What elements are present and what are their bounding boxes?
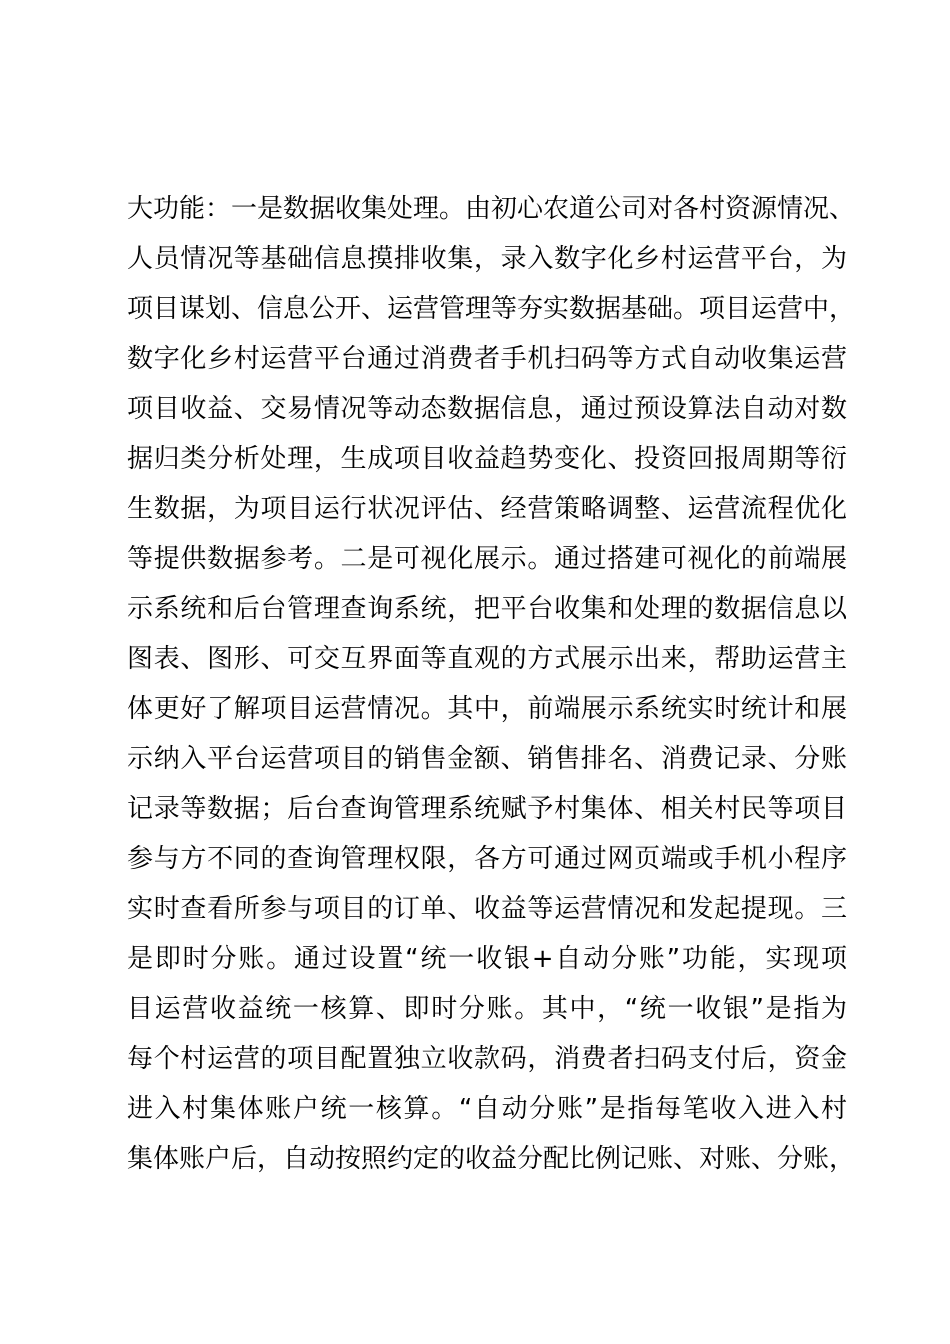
- text-line: 实时查看所参与项目的订单、收益等运营情况和发起提现。三: [127, 894, 847, 924]
- text-line: 项目收益、交易情况等动态数据信息，通过预设算法自动对数: [127, 394, 847, 424]
- text-line: 数字化乡村运营平台通过消费者手机扫码等方式自动收集运营: [127, 344, 847, 374]
- text-line: 据归类分析处理，生成项目收益趋势变化、投资回报周期等衍: [127, 444, 847, 474]
- text-line: 示纳入平台运营项目的销售金额、销售排名、消费记录、分账: [127, 744, 847, 774]
- text-line: 人员情况等基础信息摸排收集，录入数字化乡村运营平台，为: [127, 244, 847, 274]
- text-line: 集体账户后，自动按照约定的收益分配比例记账、对账、分账，: [127, 1144, 856, 1174]
- text-line: 每个村运营的项目配置独立收款码，消费者扫码支付后，资金: [127, 1044, 847, 1074]
- text-line: 大功能：一是数据收集处理。由初心农道公司对各村资源情况、: [127, 194, 856, 224]
- text-line: 进入村集体账户统一核算。“自动分账”是指每笔收入进入村: [127, 1094, 847, 1124]
- text-line: 图表、图形、可交互界面等直观的方式展示出来，帮助运营主: [127, 644, 847, 674]
- text-line: 参与方不同的查询管理权限，各方可通过网页端或手机小程序: [127, 844, 847, 874]
- text-line: 生数据，为项目运行状况评估、经营策略调整、运营流程优化: [127, 494, 847, 524]
- text-line: 体更好了解项目运营情况。其中，前端展示系统实时统计和展: [127, 694, 847, 724]
- text-line: 记录等数据；后台查询管理系统赋予村集体、相关村民等项目: [127, 794, 847, 824]
- body-text: [127, 184, 856, 1184]
- text-line: 等提供数据参考。二是可视化展示。通过搭建可视化的前端展: [127, 544, 847, 574]
- text-line: 目运营收益统一核算、即时分账。其中，“统一收银”是指为: [127, 994, 847, 1024]
- text-line: 是即时分账。通过设置“统一收银+自动分账”功能，实现项: [127, 944, 847, 974]
- text-line: 示系统和后台管理查询系统，把平台收集和处理的数据信息以: [127, 594, 847, 624]
- text-line: 项目谋划、信息公开、运营管理等夯实数据基础。项目运营中，: [127, 294, 856, 324]
